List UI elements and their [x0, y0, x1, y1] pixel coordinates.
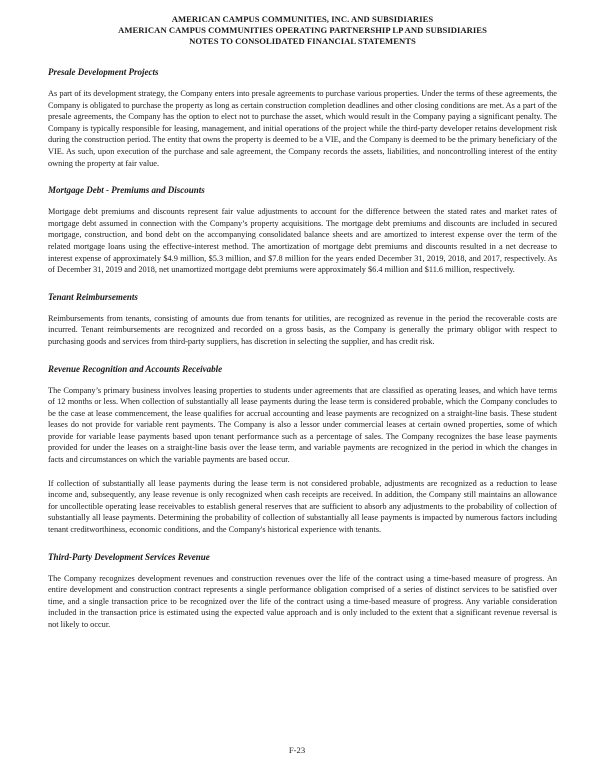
section-title: Third-Party Development Services Revenue — [48, 551, 210, 562]
section-paragraph: The Company’s primary business involves leasing properties to students under agreements that are classified as operating leases, and which have terms of 12 months or less. When collection of substantially all lease payments during the lease term is considered probable, which the Company concludes to be the case at lease commencement, the lease qualifies for accrual accounting and lease payments are recognized on a straight-line basis. These student leases do not provide for variable rent payments. The Company is also a lessor under commercial leases at certain owned properties, some of which provide for variable lease payments based upon tenant performance such as a percentage of sales. The Company recognizes the base lease payments provided for under the leases on a straight-line basis over the lease term, and variable payments are recognized in the period in which the changes in facts and circumstances on which the variable payments are based occur. — [48, 385, 557, 465]
page-number: F-23 — [288, 745, 306, 755]
section-tenant-reimbursements — [48, 292, 557, 348]
section-presale-development — [48, 67, 557, 169]
section-paragraph: Reimbursements from tenants, consisting of amounts due from tenants for utilities, are recognized as revenue in the period the recoverable costs are incurred. Tenant reimbursements are recognized and recorded on a gross basis, as the Company is generally the primary obligor with respect to purchasing goods and services from third-party suppliers, has discretion in selecting the supplier, and has credit risk. — [48, 313, 557, 346]
header-partnership-line: AMERICAN CAMPUS COMMUNITIES OPERATING PARTNERSHIP LP AND SUBSIDIARIES — [118, 25, 487, 35]
section-paragraph: If collection of substantially all lease payments during the lease term is not considered probable, adjustments are recognized as a reduction to lease income and, subsequently, any lease revenue is only recognized when cash receipts are received. In addition, the Company still maintains an allowance for uncollectible operating lease receivables to establish general reserves that are sufficient to absorb any adjustments to the probability of collection of substantially all lease payments. Determining the probability of collection of substantially all lease payments is impacted by numerous factors including tenant creditworthiness, economic conditions, and the Company's historical experience with tenants. — [48, 478, 557, 535]
section-paragraph: The Company recognizes development revenues and construction revenues over the life of the contract using a time-based measure of progress. An entire development and construction contract represents a single performance obligation comprised of a series of distinct services to be satisfied over time, and a single transaction price to be recognized over the life of the contract using a time-based measure of progress. Any variable consideration included in the transaction price is estimated using the expected value approach and is only included to the extent that a significant revenue reversal is not likely to occur. — [48, 573, 557, 629]
section-paragraph: As part of its development strategy, the Company enters into presale agreements to purchase various properties. Under the terms of these agreements, the Company is obligated to purchase the property as long as certain construction completion deadlines and other closing conditions are met. As a part of the presale agreements, the Company has the option to elect not to purchase the asset, which would result in the Company paying a significant penalty. The Company is typically responsible for leasing, management, and initial operations of the project while the third-party developer retains development risk during the construction period. The entity that owns the property is deemed to be a VIE, and the Company is deemed to be the primary beneficiary of the VIE. As such, upon execution of the purchase and sale agreement, the Company records the assets, liabilities, and noncontrolling interest of the entity owning the property at fair value. — [48, 89, 557, 168]
section-title: Revenue Recognition and Accounts Receivable — [48, 363, 223, 374]
section-title: Tenant Reimbursements — [48, 291, 138, 302]
section-third-party-development — [48, 552, 557, 631]
section-mortgage-debt — [48, 185, 557, 276]
section-title: Presale Development Projects — [48, 67, 159, 77]
header-company-line: AMERICAN CAMPUS COMMUNITIES, INC. AND SUBSIDIARIES — [171, 14, 434, 24]
section-revenue-recognition — [48, 364, 557, 536]
document-page — [48, 14, 557, 643]
section-title: Mortgage Debt - Premiums and Discounts — [48, 185, 205, 196]
header-notes-line: NOTES TO CONSOLIDATED FINANCIAL STATEMENTS — [189, 36, 416, 46]
section-paragraph: Mortgage debt premiums and discounts represent fair value adjustments to account for the difference between the stated rates and market rates of mortgage debt assumed in connection with the Company’s property acquisitions. The mortgage debt premiums and discounts are included in secured mortgage, construction, and bond debt on the accompanying consolidated balance sheets and are amortized to interest expense over the term of the related mortgage loans using the effective-interest method. The amortization of mortgage debt premiums and discounts resulted in a net decrease to interest expense of approximately $4.9 million, $5.3 million, and $7.8 million for the years ended December 31, 2019, 2018, and 2017, respectively. As of December 31, 2019 and 2018, net unamortized mortgage debt premiums were approximately $6.4 million and $11.6 million, respectively. — [48, 207, 557, 275]
document-header — [48, 14, 557, 47]
